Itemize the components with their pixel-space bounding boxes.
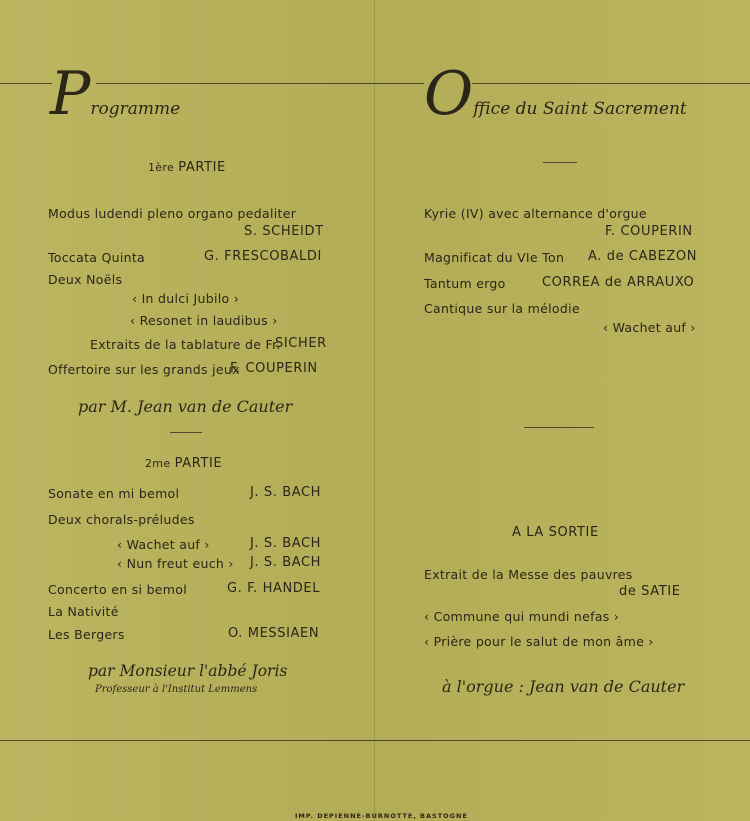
part2-heading-word: PARTIE <box>174 456 223 471</box>
page-fold <box>374 0 375 821</box>
programme-title <box>50 59 181 129</box>
item-offertoire-composer: F. COUPERIN <box>230 361 318 376</box>
item-modus-composer: S. SCHEIDT <box>244 224 324 239</box>
item-toccata: Toccata Quinta <box>48 250 146 265</box>
item-magnificat-composer: A. de CABEZON <box>588 249 698 264</box>
item-concerto: Concerto en si bemol <box>48 582 187 597</box>
item-tantum-composer: CORREA de ARRAUXO <box>542 275 695 290</box>
item-extraits-composer: SICHER <box>275 336 327 351</box>
printer-credit: IMP. DEPIENNE-BURNOTTE, BASTOGNE <box>295 812 468 820</box>
organist: à l'orgue : Jean van de Cauter <box>442 677 685 696</box>
item-magnificat: Magnificat du VIe Ton <box>424 250 565 265</box>
divider-left <box>170 432 202 433</box>
item-nun: ‹ Nun freut euch › <box>117 556 234 571</box>
item-sonate: Sonate en mi bemol <box>48 486 180 501</box>
bottom-rule <box>0 740 750 741</box>
performer1: par M. Jean van de Cauter <box>78 397 293 416</box>
item-noel2: ‹ Resonet in laudibus › <box>130 313 278 328</box>
sortie-commune: ‹ Commune qui mundi nefas › <box>424 609 620 624</box>
part1-heading-prefix: 1ère <box>148 161 175 174</box>
item-bergers: Les Bergers <box>48 627 125 642</box>
top-rule-left <box>0 83 52 84</box>
item-offertoire: Offertoire sur les grands jeux <box>48 362 240 377</box>
sortie-priere: ‹ Prière pour le salut de mon âme › <box>424 634 654 649</box>
item-cantique-melody: ‹ Wachet auf › <box>603 320 696 335</box>
item-sonate-composer: J. S. BACH <box>250 485 322 500</box>
item-noels: Deux Noëls <box>48 272 123 287</box>
item-concerto-composer: G. F. HANDEL <box>227 581 321 596</box>
programme-title-rest: rogramme <box>90 99 181 119</box>
part2-heading <box>145 455 222 471</box>
sortie-extrait: Extrait de la Messe des pauvres <box>424 567 633 582</box>
performer2: par Monsieur l'abbé Joris <box>88 662 288 680</box>
sortie-extrait-composer: de SATIE <box>619 584 681 599</box>
item-extraits: Extraits de la tablature de Fr. <box>90 337 281 352</box>
item-nativite: La Nativité <box>48 604 119 619</box>
item-chorals: Deux chorals-préludes <box>48 512 195 527</box>
item-toccata-composer: G. FRESCOBALDI <box>204 249 322 264</box>
office-title <box>424 59 687 129</box>
divider-right-top <box>543 162 577 163</box>
part1-heading-word: PARTIE <box>178 160 226 175</box>
divider-right-mid <box>524 427 594 428</box>
item-kyrie-composer: F. COUPERIN <box>605 224 693 239</box>
item-wachet: ‹ Wachet auf › <box>117 537 210 552</box>
item-modus: Modus ludendi pleno organo pedaliter <box>48 206 297 221</box>
programme-title-initial: P <box>50 59 91 129</box>
item-nun-composer: J. S. BACH <box>250 555 322 570</box>
part1-heading <box>148 159 226 175</box>
performer2-sub: Professeur à l'Institut Lemmens <box>95 684 258 695</box>
item-tantum: Tantum ergo <box>424 276 506 291</box>
item-wachet-composer: J. S. BACH <box>250 536 322 551</box>
office-title-rest: ffice du Saint Sacrement <box>473 99 687 119</box>
sortie-heading: A LA SORTIE <box>512 525 599 540</box>
item-cantique: Cantique sur la mélodie <box>424 301 580 316</box>
item-noel1: ‹ In dulci Jubilo › <box>132 291 240 306</box>
item-bergers-composer: O. MESSIAEN <box>228 626 320 641</box>
office-title-initial: O <box>424 59 474 129</box>
item-kyrie: Kyrie (IV) avec alternance d'orgue <box>424 206 647 221</box>
part2-heading-prefix: 2me <box>145 457 171 470</box>
